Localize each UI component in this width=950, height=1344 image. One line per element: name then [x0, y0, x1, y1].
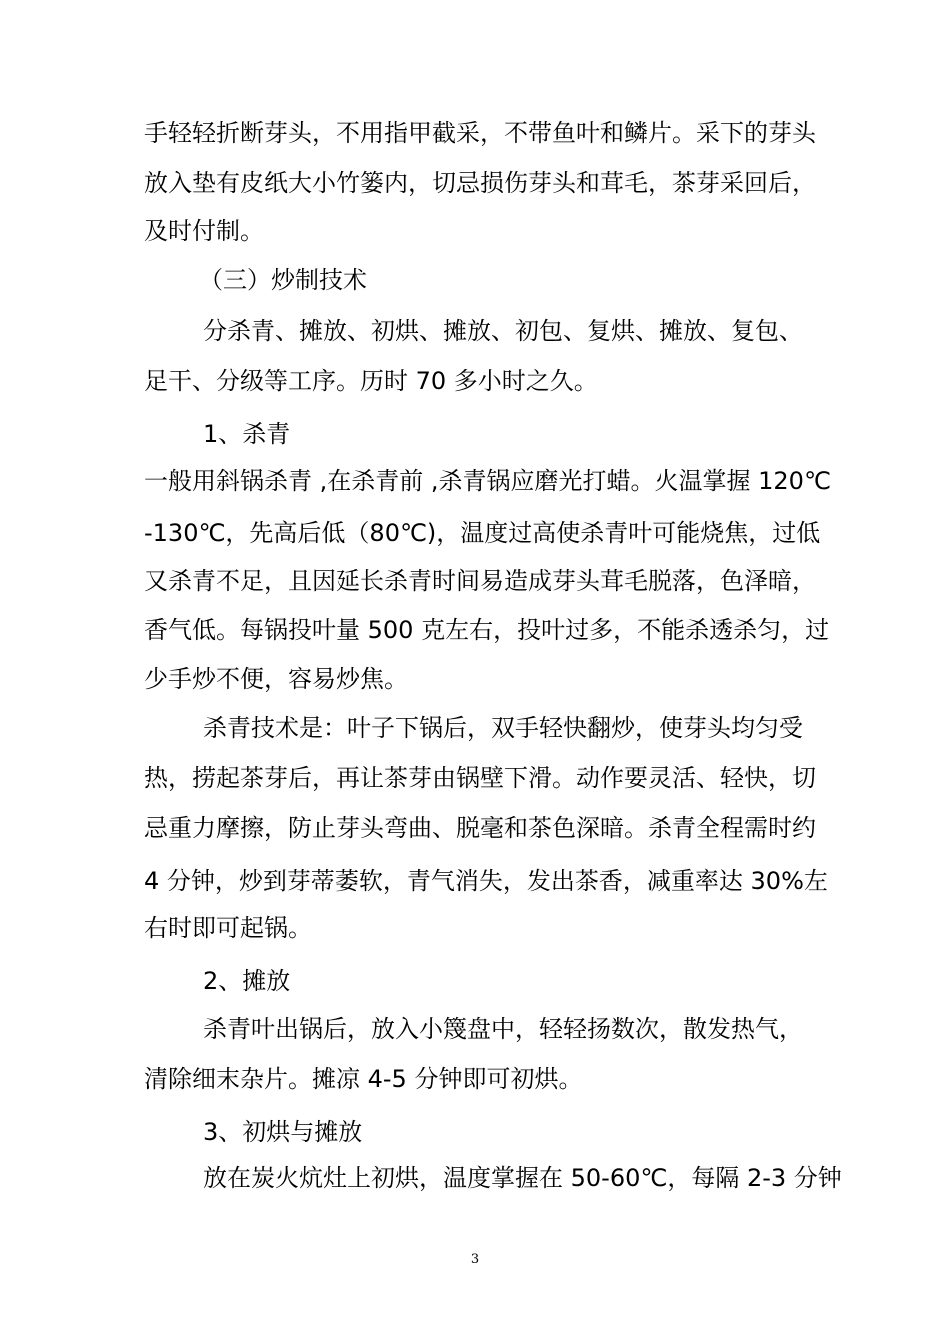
text-line: 热，捞起茶芽后，再让茶芽由锅壁下滑。动作要灵活、轻快，切 — [144, 764, 816, 792]
text-line: 放在炭火炕灶上初烘，温度掌握在 50-60℃，每隔 2-3 分钟 — [203, 1164, 842, 1192]
text-line: 右时即可起锅。 — [144, 914, 312, 942]
subsection-heading: 2、摊放 — [203, 967, 291, 995]
text-line: 一般用斜锅杀青 ,在杀青前 ,杀青锅应磨光打蜡。火温掌握 120℃ — [144, 467, 831, 495]
text-line: 手轻轻折断芽头，不用指甲截采，不带鱼叶和鳞片。采下的芽头 — [144, 119, 816, 147]
text-line: 分杀青、摊放、初烘、摊放、初包、复烘、摊放、复包、 — [203, 317, 803, 345]
text-line: 及时付制。 — [144, 217, 264, 245]
text-line: 香气低。每锅投叶量 500 克左右，投叶过多，不能杀透杀匀，过 — [144, 616, 830, 644]
text-line: 足干、分级等工序。历时 70 多小时之久。 — [144, 367, 598, 395]
text-line: 放入垫有皮纸大小竹篓内，切忌损伤芽头和茸毛，茶芽采回后， — [144, 169, 816, 197]
text-line: 清除细末杂片。摊凉 4-5 分钟即可初烘。 — [144, 1065, 583, 1093]
text-line: 杀青技术是：叶子下锅后，双手轻快翻炒，使芽头均匀受 — [203, 714, 803, 742]
text-line: -130℃，先高后低（80℃)，温度过高使杀青叶可能烧焦，过低 — [144, 519, 821, 547]
text-line: 4 分钟，炒到芽蒂萎软，青气消失，发出茶香，减重率达 30%左 — [144, 867, 828, 895]
subsection-heading: 1、杀青 — [203, 420, 291, 448]
text-line: 又杀青不足，且因延长杀青时间易造成芽头茸毛脱落，色泽暗， — [144, 567, 816, 595]
page-number: 3 — [470, 1252, 480, 1267]
text-line: 忌重力摩擦，防止芽头弯曲、脱毫和茶色深暗。杀青全程需时约 — [144, 814, 816, 842]
subsection-heading: 3、初烘与摊放 — [203, 1118, 363, 1146]
text-line: 少手炒不便，容易炒焦。 — [144, 665, 408, 693]
section-heading: （三）炒制技术 — [199, 266, 367, 294]
text-line: 杀青叶出锅后，放入小篾盘中，轻轻扬数次，散发热气， — [203, 1015, 803, 1043]
